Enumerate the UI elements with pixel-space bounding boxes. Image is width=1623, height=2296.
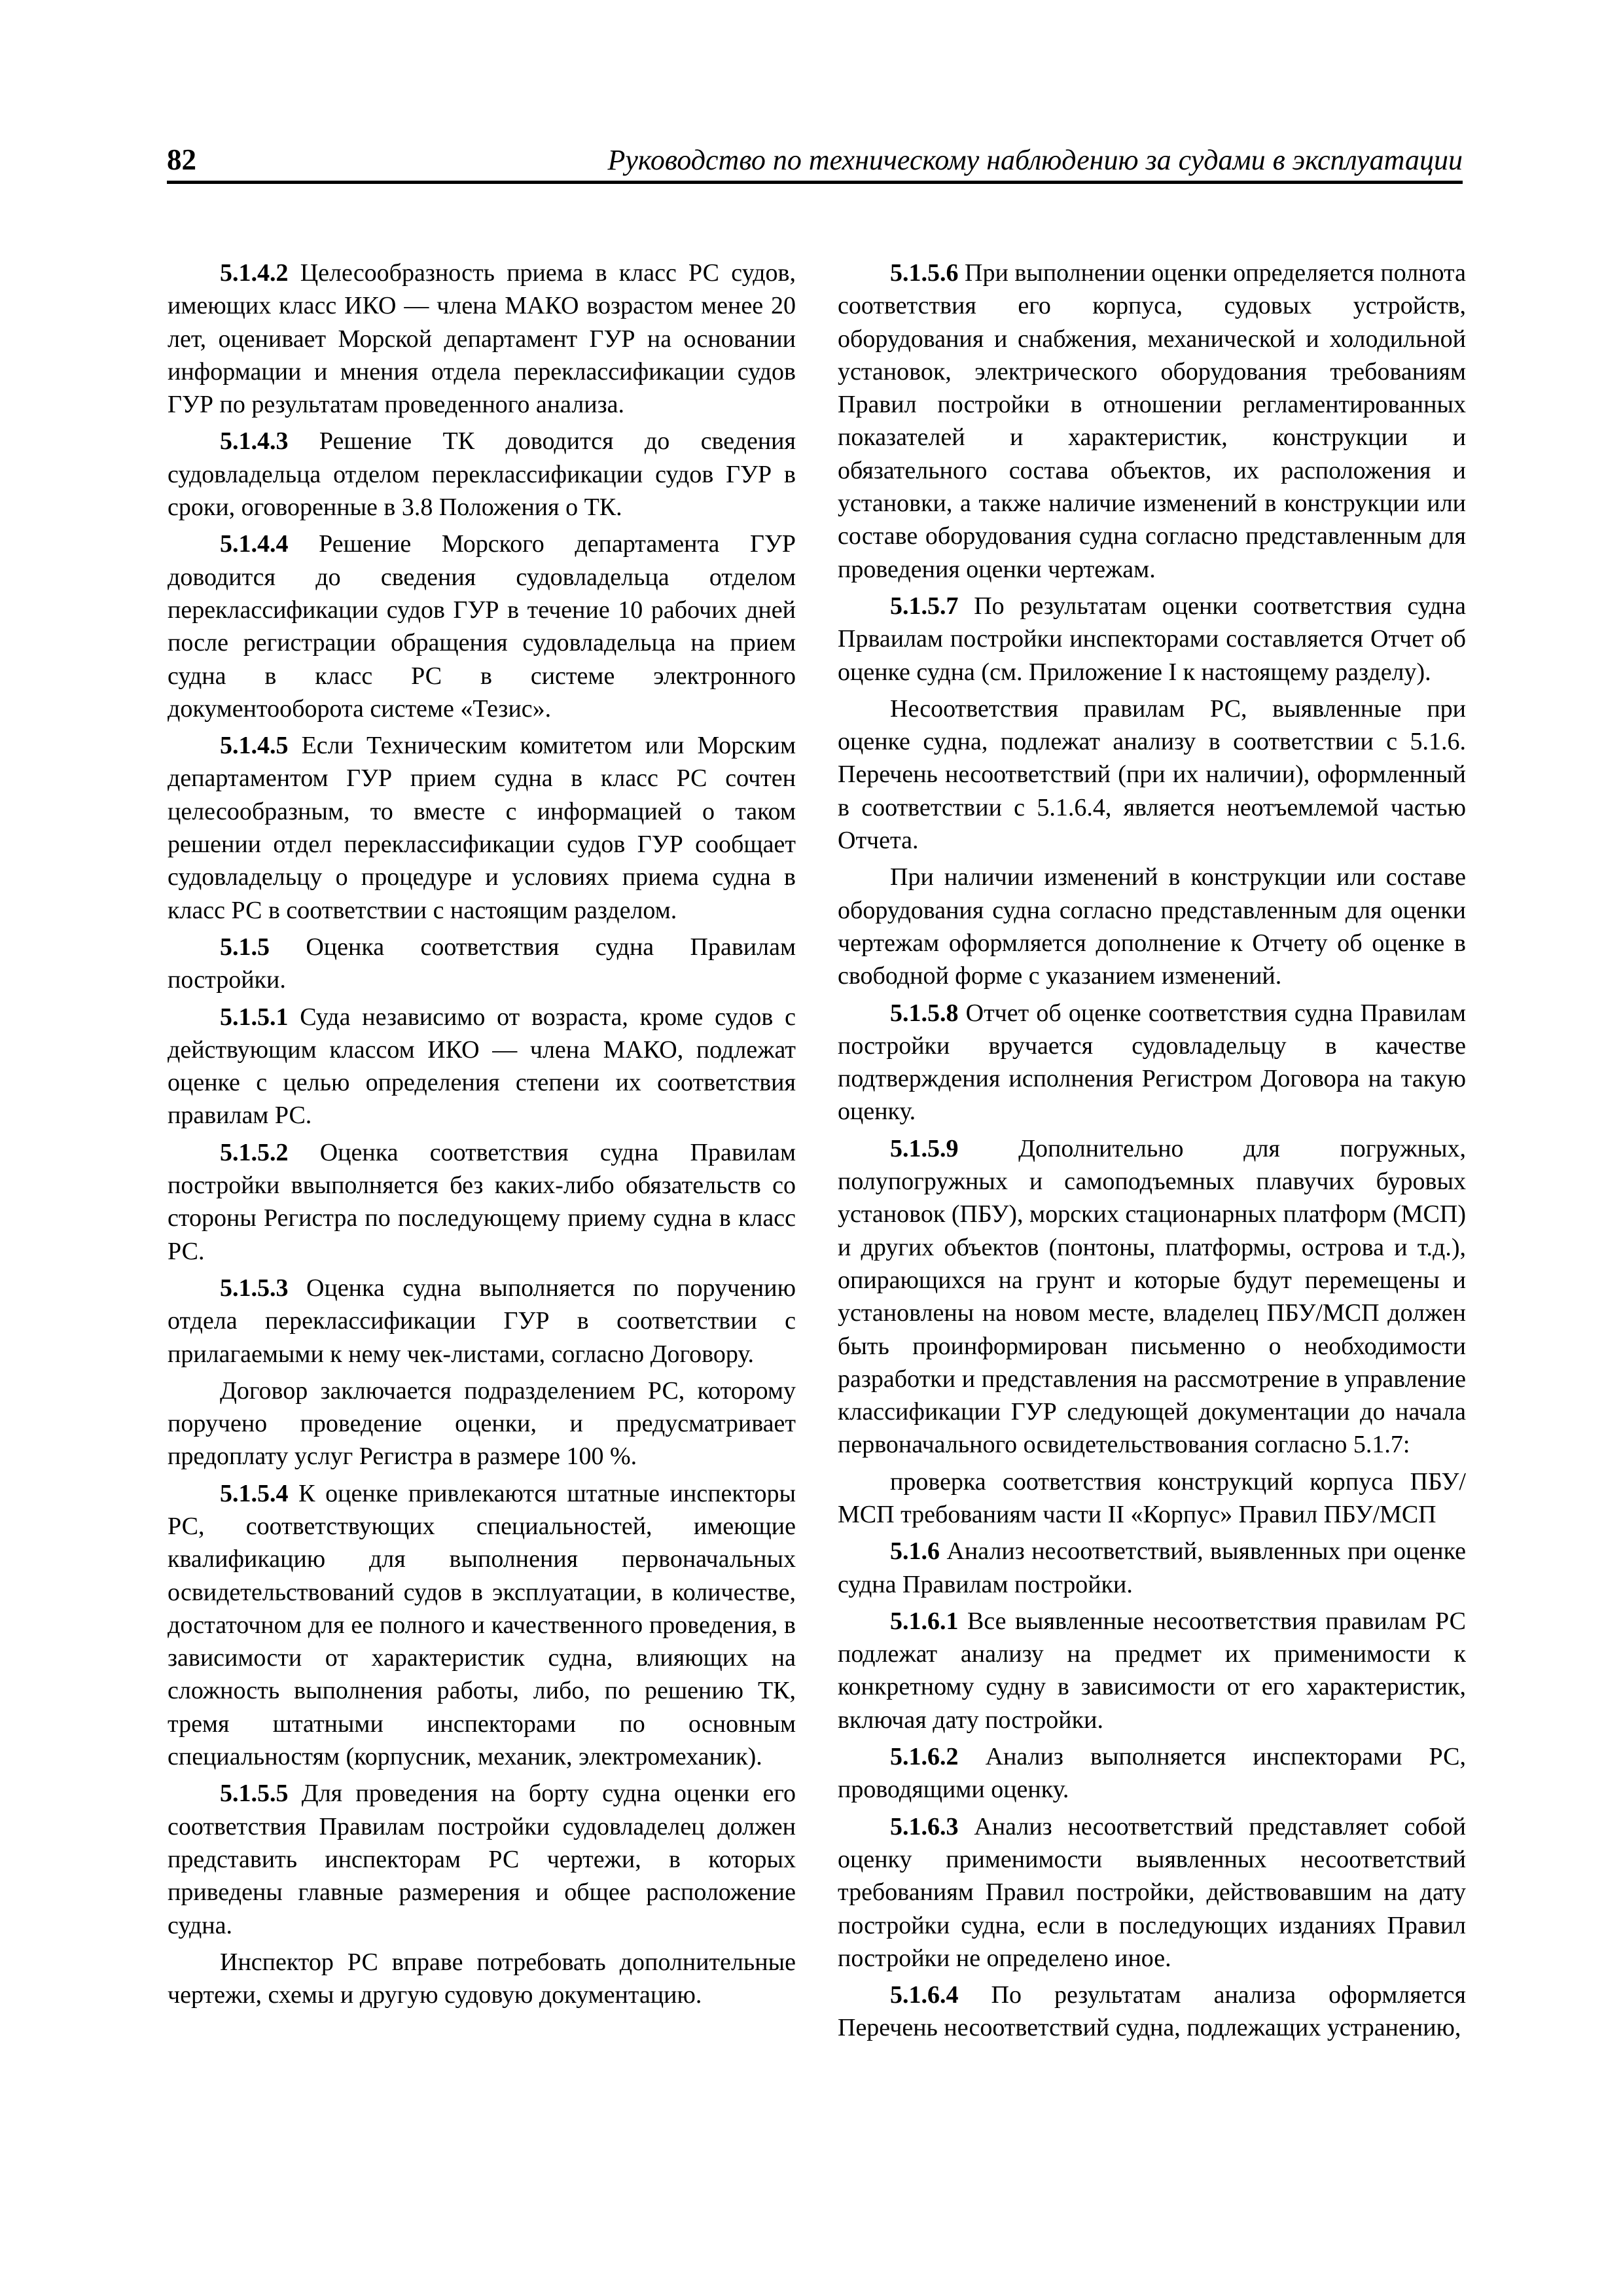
clause-number: 5.1.5.8 bbox=[890, 999, 959, 1027]
paragraph bbox=[168, 257, 796, 421]
paragraph bbox=[168, 528, 796, 725]
paragraph bbox=[168, 1136, 796, 1268]
paragraph bbox=[168, 1477, 796, 1774]
paragraph bbox=[168, 1374, 796, 1473]
paragraph bbox=[838, 1465, 1466, 1532]
paragraph bbox=[838, 590, 1466, 689]
paragraph bbox=[838, 861, 1466, 992]
clause-number: 5.1.5.6 bbox=[890, 259, 959, 287]
paragraph-text: Несоответствия правилам РС, выявленные при оценке судна, подлежат анализу в соответствии с 5.1.6. Перечень несоответствий (при их наличии), оформленный в соответствии с 5.1.6.4, является неотъемлемой частью Отчета. bbox=[838, 694, 1466, 855]
paragraph-text: Оценка судна выполняется по поручению отдела переклассификации ГУР в соответствии с прилагаемыми к нему чек-листами, согласно Договору. bbox=[168, 1274, 796, 1368]
paragraph-text: Решение ТК доводится до сведения судовладельца отделом переклассификации судов ГУР в сроки, оговоренные в 3.8 Положения о ТК. bbox=[168, 427, 796, 522]
paragraph bbox=[168, 1001, 796, 1132]
paragraph-text: Оценка соответствия судна Правилам постройки. bbox=[168, 933, 796, 994]
right-column bbox=[838, 257, 1466, 2049]
paragraph-text: Решение Морского департамента ГУР доводится до сведения судовладельца отделом переклассификации судов ГУР в течение 10 рабочих дней после регистрации обращения судовладельца на прием судна в класс РС в системе электронного документооборота системе «Тезис». bbox=[168, 530, 796, 723]
paragraph-text: При наличии изменений в конструкции или составе оборудования судна согласно представленным для оценки чертежам оформляется дополнение к Отчету об оценке в свободной форме с указанием изменений. bbox=[838, 863, 1466, 990]
paragraph-text: проверка соответствия конструкций корпуса ПБУ/МСП требованиям части II «Корпус» Правил ПБУ/МСП bbox=[838, 1467, 1466, 1528]
clause-number: 5.1.5.1 bbox=[220, 1003, 289, 1031]
clause-number: 5.1.6.3 bbox=[890, 1812, 959, 1840]
clause-number: 5.1.6.4 bbox=[890, 1981, 959, 2009]
paragraph-text: Оценка соответствия судна Правилам постройки ввыполняется без каких-либо обязательств со стороны Регистра по последующему приему судна в класс РС. bbox=[168, 1138, 796, 1265]
clause-number: 5.1.4.5 bbox=[220, 732, 289, 760]
paragraph bbox=[838, 1132, 1466, 1462]
clause-number: 5.1.5.5 bbox=[220, 1780, 289, 1808]
running-title: Руководство по техническому наблюдению за судами в эксплуатации bbox=[607, 144, 1463, 176]
paragraph-text: При выполнении оценки определяется полнота соответствия его корпуса, судовых устройств, оборудования и снабжения, механической и холодильной установок, электрического оборудования требованиям Правил постройки в отношении регламентированных показателей и характеристик, конструкции и обязательного состава объектов, их расположения и установки, а также наличие изменений в конструкции или составе оборудования судна согласно представленным для проведения оценки чертежам. bbox=[838, 259, 1466, 583]
paragraph-text: Суда независимо от возраста, кроме судов с действующим классом ИКО — члена МАКО, подлежат оценке с целью определения степени их соответствия правилам РС. bbox=[168, 1003, 796, 1130]
page-number: 82 bbox=[167, 143, 196, 176]
paragraph-text: По результатам оценки соответствия судна Прваилам постройки инспекторами составляется Отчет об оценке судна (см. Приложение I к настоящему разделу). bbox=[838, 592, 1466, 686]
paragraph bbox=[838, 1605, 1466, 1736]
paragraph bbox=[838, 1979, 1466, 2045]
paragraph bbox=[838, 257, 1466, 586]
paragraph bbox=[168, 425, 796, 524]
paragraph bbox=[168, 1777, 796, 1941]
paragraph bbox=[838, 692, 1466, 857]
clause-number: 5.1.5.3 bbox=[220, 1274, 289, 1302]
clause-number: 5.1.4.2 bbox=[220, 259, 289, 287]
clause-number: 5.1.6.1 bbox=[890, 1607, 959, 1635]
clause-number: 5.1.4.4 bbox=[220, 530, 289, 558]
left-column bbox=[168, 257, 796, 2015]
page-header bbox=[167, 140, 1463, 184]
paragraph bbox=[838, 1810, 1466, 1975]
clause-number: 5.1.6 bbox=[890, 1537, 940, 1566]
clause-number: 5.1.5.2 bbox=[220, 1138, 289, 1166]
paragraph-text: Дополнительно для погружных, полупогружных и самоподъемных плавучих буровых установок (ПБУ), морских стационарных платформ (МСП) и других объектов (понтоны, платформы, острова и т.д.), опирающихся на грунт и которые будут перемещены и установлены на новом месте, владелец ПБУ/МСП должен быть проинформирован письменно о необходимости разработки и представления на рассмотрение в управление классификации ГУР следующей документации до начала первоначального освидетельствования согласно 5.1.7: bbox=[838, 1134, 1466, 1459]
paragraph-text: Для проведения на борту судна оценки его соответствия Правилам постройки судовладелец должен представить инспекторам РС чертежи, в которых приведены главные размерения и общее расположение судна. bbox=[168, 1780, 796, 1939]
clause-number: 5.1.5 bbox=[220, 933, 270, 961]
paragraph-text: Целесообразность приема в класс РС судов, имеющих класс ИКО — члена МАКО возрастом менее 20 лет, оценивает Морской департамент ГУР на основании информации и мнения отдела переклассификации судов ГУР по результатам проведенного анализа. bbox=[168, 259, 796, 419]
paragraph-text: Отчет об оценке соответствия судна Правилам постройки вручается судовладельцу в качестве подтверждения исполнения Регистром Договора на такую оценку. bbox=[838, 999, 1466, 1126]
paragraph-text: Инспектор РС вправе потребовать дополнительные чертежи, схемы и другую судовую документацию. bbox=[168, 1948, 796, 2009]
paragraph-text: Анализ выполняется инспекторами РС, проводящими оценку. bbox=[838, 1743, 1466, 1804]
clause-number: 5.1.4.3 bbox=[220, 427, 289, 456]
paragraph-text: Все выявленные несоответствия правилам РС подлежат анализу на предмет их применимости к конкретному судну в зависимости от его характеристик, включая дату постройки. bbox=[838, 1607, 1466, 1734]
paragraph bbox=[168, 729, 796, 927]
paragraph bbox=[838, 1535, 1466, 1601]
paragraph-text: Анализ несоответствий, выявленных при оценке судна Правилам постройки. bbox=[838, 1537, 1466, 1598]
paragraph-text: Если Техническим комитетом или Морским департаментом ГУР прием судна в класс РС сочтен целесообразным, то вместе с информацией о таком решении отдел переклассификации судов ГУР сообщает судовладельцу о процедуре и условиях приема судна в класс РС в соответствии с настоящим разделом. bbox=[168, 732, 796, 924]
paragraph bbox=[168, 1272, 796, 1371]
paragraph bbox=[838, 1740, 1466, 1806]
paragraph bbox=[168, 1946, 796, 2012]
paragraph-text: Договор заключается подразделением РС, которому поручено проведение оценки, и предусматривает предоплату услуг Регистра в размере 100 %. bbox=[168, 1376, 796, 1471]
clause-number: 5.1.5.7 bbox=[890, 592, 959, 620]
paragraph bbox=[168, 931, 796, 997]
paragraph-text: К оценке привлекаются штатные инспекторы РС, соответствующих специальностей, имеющие квалификацию для выполнения первоначальных освидетельствований судов в эксплуатации, в количестве, достаточном для ее полного и качественного проведения, в зависимости от характеристик судна, влияющих на сложность выполнения работы, либо, по решению ТК, тремя штатными инспекторами по основным специальностям (корпусник, механик, электромеханик). bbox=[168, 1479, 796, 1771]
clause-number: 5.1.5.9 bbox=[890, 1134, 959, 1162]
clause-number: 5.1.5.4 bbox=[220, 1479, 289, 1507]
clause-number: 5.1.6.2 bbox=[890, 1743, 959, 1771]
paragraph bbox=[838, 997, 1466, 1128]
paragraph-text: Анализ несоответствий представляет собой оценку применимости выявленных несоответствий требованиям Правил постройки, действовавшим на дату постройки судна, если в последующих изданиях Правил постройки не определено иное. bbox=[838, 1812, 1466, 1972]
paragraph-text: По результатам анализа оформляется Перечень несоответствий судна, подлежащих устранению, bbox=[838, 1981, 1466, 2042]
